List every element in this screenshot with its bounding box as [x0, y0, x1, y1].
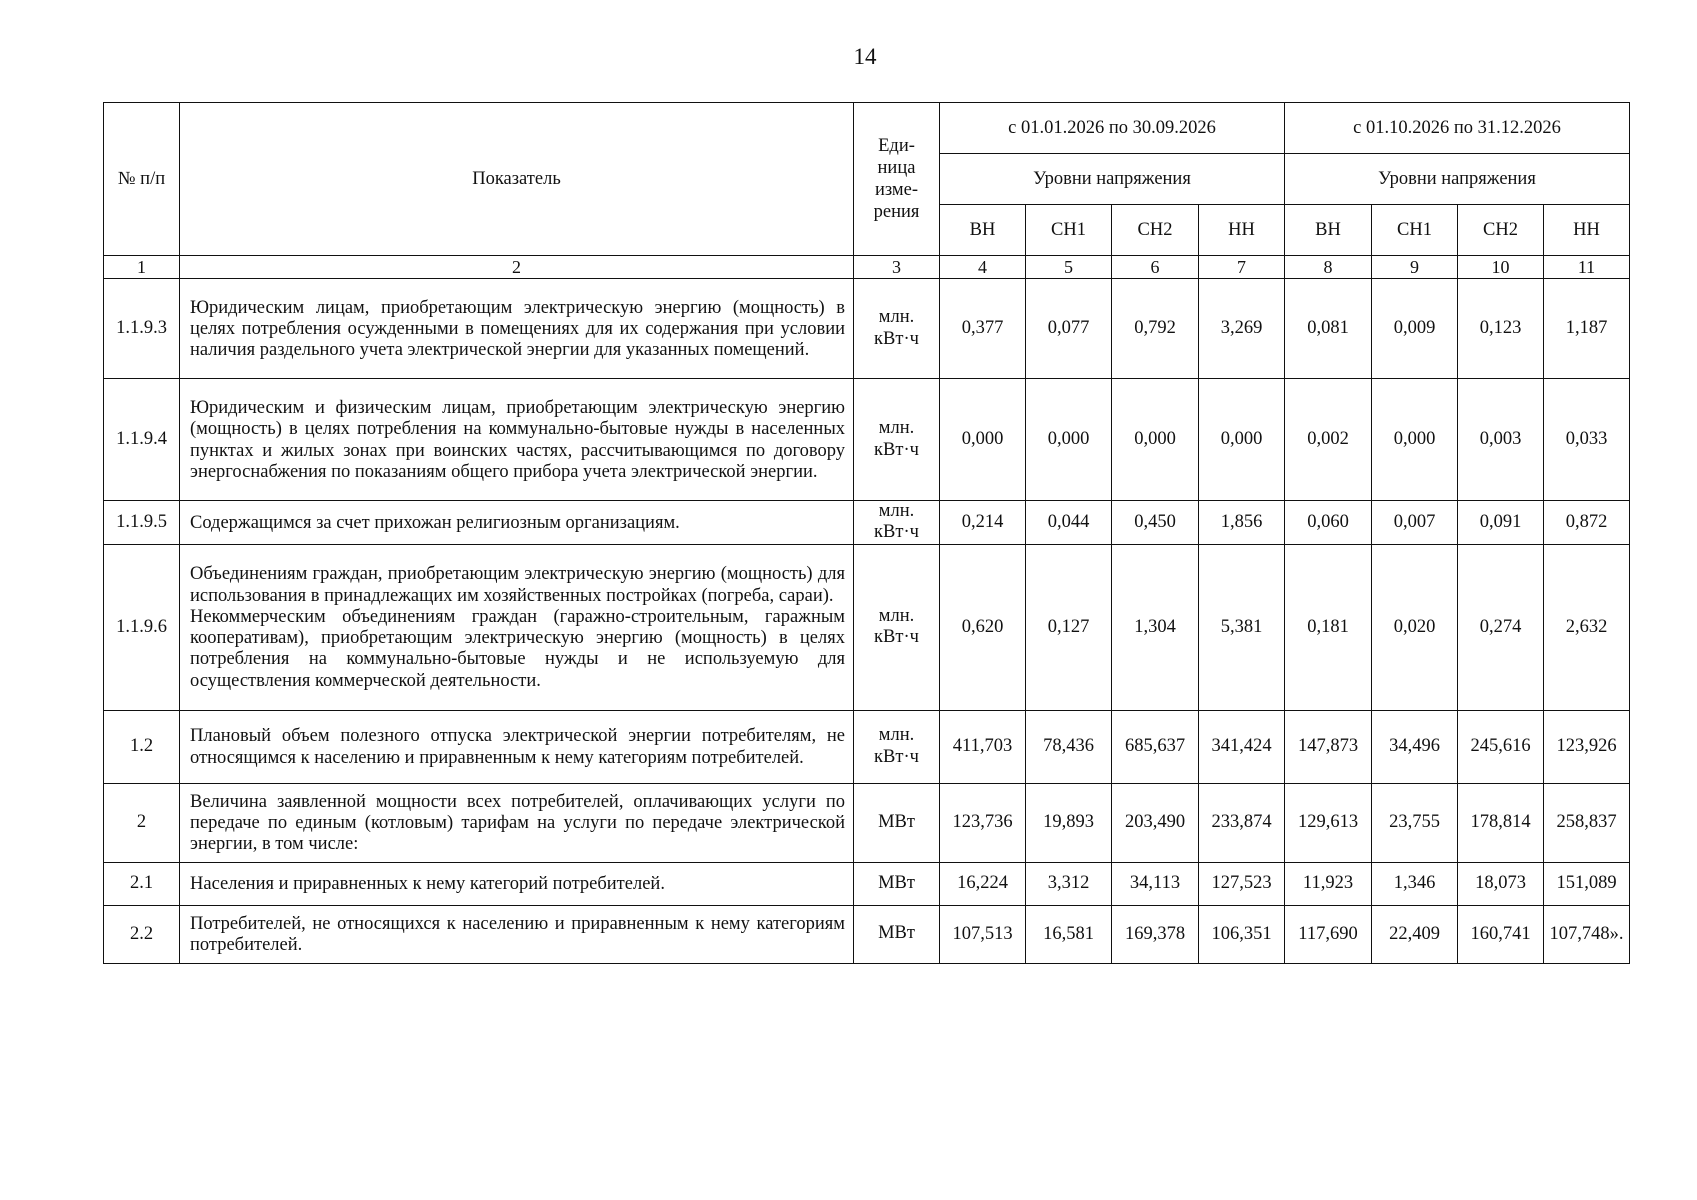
header-voltage-levels-2: Уровни напряжения: [1285, 154, 1630, 205]
row-value: 0,872: [1544, 501, 1630, 545]
header-level: СН1: [1026, 205, 1112, 256]
header-level: НН: [1199, 205, 1285, 256]
row-value: 3,312: [1026, 862, 1112, 905]
header-level: ВН: [1285, 205, 1372, 256]
row-value: 107,748».: [1544, 905, 1630, 963]
row-value: 1,187: [1544, 279, 1630, 379]
row-number: 2: [104, 783, 180, 862]
header-unit: Еди- ница изме- рения: [854, 103, 940, 256]
row-value: 169,378: [1112, 905, 1199, 963]
row-value: 0,020: [1372, 544, 1458, 710]
row-unit: млн. кВт·ч: [854, 544, 940, 710]
row-description: Плановый объем полезного отпуска электрической энергии потребителям, не относящимся к населению и приравненным к нему категориям потребителей.: [180, 710, 854, 783]
row-description: Юридическим и физическим лицам, приобретающим электрическую энергию (мощность) в целях потребления на коммунально-бытовые нужды в населенных пунктах и жилых зонах при воинских частях, рассчитывающимся по договору энергоснабжения по показаниям общего прибора учета электрической энергии.: [180, 379, 854, 501]
column-number: 5: [1026, 256, 1112, 279]
row-value: 18,073: [1458, 862, 1544, 905]
row-unit: млн. кВт·ч: [854, 710, 940, 783]
tariff-volume-table: [103, 102, 1630, 964]
row-value: 0,044: [1026, 501, 1112, 545]
row-unit: МВт: [854, 905, 940, 963]
header-period-1: с 01.01.2026 по 30.09.2026: [940, 103, 1285, 154]
header-row-periods: [104, 103, 1630, 154]
row-value: 147,873: [1285, 710, 1372, 783]
row-value: 258,837: [1544, 783, 1630, 862]
table-row: [104, 544, 1630, 710]
row-value: 0,007: [1372, 501, 1458, 545]
header-num: № п/п: [104, 103, 180, 256]
row-value: 34,496: [1372, 710, 1458, 783]
row-value: 0,123: [1458, 279, 1544, 379]
row-value: 0,214: [940, 501, 1026, 545]
column-number: 6: [1112, 256, 1199, 279]
row-value: 16,224: [940, 862, 1026, 905]
table-row: [104, 905, 1630, 963]
row-number: 1.1.9.3: [104, 279, 180, 379]
row-description: Юридическим лицам, приобретающим электрическую энергию (мощность) в целях потребления осужденными в помещениях для их содержания при условии наличия раздельного учета электрической энергии для указанных помещений.: [180, 279, 854, 379]
row-value: 0,000: [1026, 379, 1112, 501]
row-value: 0,274: [1458, 544, 1544, 710]
column-number: 9: [1372, 256, 1458, 279]
row-value: 106,351: [1199, 905, 1285, 963]
row-value: 685,637: [1112, 710, 1199, 783]
row-value: 117,690: [1285, 905, 1372, 963]
header-level: СН2: [1458, 205, 1544, 256]
row-value: 0,181: [1285, 544, 1372, 710]
row-value: 233,874: [1199, 783, 1285, 862]
row-value: 0,091: [1458, 501, 1544, 545]
row-value: 151,089: [1544, 862, 1630, 905]
row-value: 0,127: [1026, 544, 1112, 710]
row-unit: МВт: [854, 783, 940, 862]
column-number: 7: [1199, 256, 1285, 279]
row-value: 78,436: [1026, 710, 1112, 783]
row-value: 0,000: [940, 379, 1026, 501]
row-unit: млн. кВт·ч: [854, 501, 940, 545]
row-description: Содержащимся за счет прихожан религиозным организациям.: [180, 501, 854, 545]
row-number: 1.2: [104, 710, 180, 783]
row-number: 2.2: [104, 905, 180, 963]
row-value: 129,613: [1285, 783, 1372, 862]
column-number: 4: [940, 256, 1026, 279]
row-value: 411,703: [940, 710, 1026, 783]
row-value: 123,926: [1544, 710, 1630, 783]
row-value: 23,755: [1372, 783, 1458, 862]
header-voltage-levels-1: Уровни напряжения: [940, 154, 1285, 205]
row-value: 2,632: [1544, 544, 1630, 710]
row-unit: МВт: [854, 862, 940, 905]
row-number: 1.1.9.6: [104, 544, 180, 710]
row-value: 0,000: [1199, 379, 1285, 501]
row-value: 203,490: [1112, 783, 1199, 862]
row-value: 5,381: [1199, 544, 1285, 710]
row-description: Величина заявленной мощности всех потребителей, оплачивающих услуги по передаче по единым (котловым) тарифам на услуги по передаче электрической энергии, в том числе:: [180, 783, 854, 862]
row-value: 0,450: [1112, 501, 1199, 545]
row-value: 178,814: [1458, 783, 1544, 862]
row-value: 0,009: [1372, 279, 1458, 379]
row-description: Объединениям граждан, приобретающим электрическую энергию (мощность) для использования в принадлежащих им хозяйственных постройках (погреба, сараи). Некоммерческим объединениям граждан (гаражно-строительным, гаражным кооперативам), приобретающим электрическую энергию (мощность) в целях потребления на коммунально-бытовые нужды и не используемую для осуществления коммерческой деятельности.: [180, 544, 854, 710]
row-description: Потребителей, не относящихся к населению и приравненным к нему категориям потребителей.: [180, 905, 854, 963]
row-value: 0,081: [1285, 279, 1372, 379]
row-value: 34,113: [1112, 862, 1199, 905]
table-row: [104, 710, 1630, 783]
header-period-2: с 01.10.2026 по 31.12.2026: [1285, 103, 1630, 154]
column-numbers-row: [104, 256, 1630, 279]
row-value: 19,893: [1026, 783, 1112, 862]
row-value: 245,616: [1458, 710, 1544, 783]
column-number: 10: [1458, 256, 1544, 279]
row-value: 160,741: [1458, 905, 1544, 963]
column-number: 2: [180, 256, 854, 279]
table-row: [104, 501, 1630, 545]
page-number: 14: [853, 44, 877, 69]
row-unit: млн. кВт·ч: [854, 279, 940, 379]
table-row: [104, 862, 1630, 905]
row-value: 341,424: [1199, 710, 1285, 783]
row-value: 0,377: [940, 279, 1026, 379]
row-value: 0,002: [1285, 379, 1372, 501]
row-value: 16,581: [1026, 905, 1112, 963]
row-value: 0,000: [1372, 379, 1458, 501]
header-level: ВН: [940, 205, 1026, 256]
header-indicator: Показатель: [180, 103, 854, 256]
row-value: 1,856: [1199, 501, 1285, 545]
header-level: НН: [1544, 205, 1630, 256]
row-value: 0,077: [1026, 279, 1112, 379]
row-value: 22,409: [1372, 905, 1458, 963]
table-row: [104, 783, 1630, 862]
row-value: 11,923: [1285, 862, 1372, 905]
row-value: 1,304: [1112, 544, 1199, 710]
row-number: 2.1: [104, 862, 180, 905]
row-number: 1.1.9.4: [104, 379, 180, 501]
column-number: 8: [1285, 256, 1372, 279]
column-number: 3: [854, 256, 940, 279]
row-description: Населения и приравненных к нему категорий потребителей.: [180, 862, 854, 905]
row-value: 0,792: [1112, 279, 1199, 379]
table-row: [104, 379, 1630, 501]
table-row: [104, 279, 1630, 379]
row-value: 0,000: [1112, 379, 1199, 501]
row-value: 3,269: [1199, 279, 1285, 379]
row-number: 1.1.9.5: [104, 501, 180, 545]
row-value: 0,060: [1285, 501, 1372, 545]
header-level: СН2: [1112, 205, 1199, 256]
row-value: 0,033: [1544, 379, 1630, 501]
column-number: 1: [104, 256, 180, 279]
row-value: 127,523: [1199, 862, 1285, 905]
row-value: 0,620: [940, 544, 1026, 710]
row-value: 0,003: [1458, 379, 1544, 501]
row-value: 107,513: [940, 905, 1026, 963]
column-number: 11: [1544, 256, 1630, 279]
row-value: 123,736: [940, 783, 1026, 862]
row-value: 1,346: [1372, 862, 1458, 905]
header-level: СН1: [1372, 205, 1458, 256]
row-unit: млн. кВт·ч: [854, 379, 940, 501]
